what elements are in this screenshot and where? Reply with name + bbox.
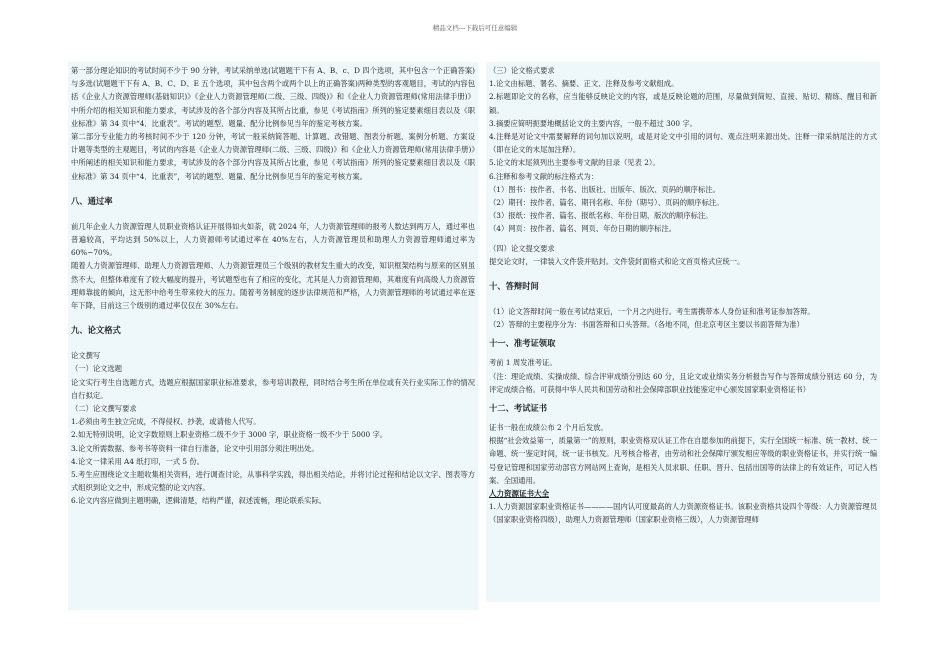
list-item: 5.考生应围绕论文主题收集相关资料，进行调查讨论，从事科学实践，得出相关结论，并将讨论过程和结论以文字、图表等方式组织到论文之中，形成完整的论文内容。: [71, 470, 475, 493]
paragraph: 第二部分专业能力的考核时间不少于 120 分钟，考试一般采纳简答题、计算题、改错题、图表分析题、案例分析题、方案设计题等类型的主观题目，考试的内容是《企业人力资源管理师(二级、三级、四级)》和《企业人力资源管理师(常用法律手册)》中所阐述的相关知识和能力要求，考试涉及的各个部分内容及其所占比重，参见《考试指南》所列的鉴定要素细目表以及《职业标准》第 34 页中“4．比重表”，考试的题型、题量、配分比例参见当年的鉴定考核方案。: [71, 132, 475, 181]
paragraph: 论文实行考生自选题方式，选题应根据国家职业标准要求，参考培训教程，同时结合考生所在单位或有关行业实际工作的情况自行拟定。: [71, 377, 475, 400]
paragraph: （2）答辩的主要程序分为：书面答辩和口头答辩。（各地不同，但北京考区主要以书面答辩为准）: [489, 320, 804, 330]
paragraph: 随着人力资源管理师、助理人力资源管理师、人力资源管理员三个级别的教材发生重大的改变，知识框架结构与原来的区别虽然不大，但整体难度有了较大幅度的提升，考试题型也有了相应的变化，尤其是人力资源管理师，其难度有向高级人力资源管理师靠拢的倾向，这无形中给考生带来较大的压力。随着考务制度的逐步法律规范和严格，人力资源管理师的考试通过率在逐年下降，目前这三个级别的通过率仅仅在 30%左右。: [71, 261, 475, 311]
list-item: 6.注释和参考文献的标注格式为：: [489, 171, 599, 181]
paragraph: 第一部分理论知识的考试时间不少于 90 分钟，考试采纳单选(试题题干下有 A、B、c、D 四个选项，其中包含一个正确答案)与多选(试题题干下有 A、B、C、D、E 五个选项，其中包含两个或两个以上的正确答案)两种类型的客观题目，考试的内容包括《企业人力资源管理师(基础知识)》《企业人力资源管理师(二级、三级、四级)》和《企业人力资源管理师(常用法律手册)》中所介绍的相关知识和能力要求，考试涉及的各个部分内容及其所占比重，参见《考试指南》所列的鉴定要素细目表以及《职业标准》第 34 页中“4．比重表”。考试的题型、题量、配分比例参见当年的鉴定考核方案。: [71, 66, 475, 128]
paragraph: （三）论文格式要求: [489, 66, 555, 75]
paragraph: （一）论文选题: [71, 364, 123, 374]
subheading: 人力资源证书大全: [489, 489, 549, 499]
list-item: （4）网页：按作者、篇名、网页、年份日期的顺序标注。: [489, 224, 677, 234]
paragraph: （二）论文撰写要求: [71, 404, 137, 414]
list-item: 5.论文的末尾须列出主要参考文献的目录（见表 2）。: [489, 158, 660, 168]
paragraph: 论文撰写: [71, 351, 101, 361]
section-heading: 十一、准考证领取: [489, 338, 556, 349]
list-item: 1.必须由考生独立完成，不得侵权、抄袭，或请他人代写。: [71, 417, 261, 427]
paragraph: （注：理论成绩、实操成绩、综合评审成绩分别达 60 分，且论文或业绩实务分析报告写作与答辩成绩分别达 60 分，为评定成绩合格。可获得中华人民共和国劳动和社会保障部职业技能鉴定中心颁发国家职业资格证书）: [489, 371, 877, 394]
paragraph: （四）论文提交要求: [489, 243, 555, 253]
paragraph: 1.人力资源国家职业资格证书————国内认可度最高的人力资源资格证书。该职业资格共设四个等级：人力资源管理员（国家职业资格四级），助理人力资源管理师（国家职业资格三级），人力资源管理师: [489, 502, 877, 525]
paragraph: 前几年企业人力资源管理人员职业资格认证开展得如火如荼，就 2024 年，人力资源管理师的报考人数达到两万人，通过率也普遍较高，平均达到 50%以上，人力资源师考试通过率在 40%左右，人力资源管理员和助理人力资源管理师通过率为 60%~70%。: [71, 221, 475, 258]
list-item: 3.摘要应简明扼要地概括论文的主要内容，一般不超过 300 字。: [489, 118, 697, 128]
paragraph: 根据“社会效益第一，质量第一”的原则，职业资格双认证工作在自愿参加的前提下，实行全国统一标准、统一教材、统一命题、统一鉴定时间，统一证书核发。凡考核合格者，由劳动和社会保障厅颁发相应等级的职业资格证书，并实行统一编号登记管理和国家劳动部官方网站网上查询，是相关人员求职、任职、晋升、包括出国等的法律上的有效证件，可记入档案、全国通用。: [489, 436, 877, 485]
list-item: （3）报纸：按作者、篇名、报纸名称、年份日期、版次的顺序标注。: [489, 211, 713, 221]
list-item: 6.论文内容应做到主题明确，逻辑清楚，结构严谨，叙述流畅，理论联系实际。: [71, 496, 327, 506]
list-item: 4.注释是对论文中需要解释的词句加以说明，或是对论文中引用的词句、观点注明来源出处。注释一律采纳尾注的方式（即在论文的末尾加注释）。: [489, 132, 877, 155]
section-heading: 十二、考试证书: [489, 403, 548, 414]
list-item: 4.论文一律采用 A4 纸打印，一式 5 份。: [71, 456, 204, 466]
right-column: [486, 62, 880, 602]
list-item: （2）期刊：按作者、篇名、期刊名称、年份（期号）、页码的顺序标注。: [489, 198, 724, 208]
section-heading: 九、论文格式: [71, 325, 121, 336]
left-column: [68, 62, 478, 610]
paragraph: 提交论文时，一律装入文件袋并贴封。文件袋封面格式和论文首页格式应统一。: [489, 256, 745, 266]
list-item: 1.论文由标题、署名、摘要、正文、注释及参考文献组成。: [489, 79, 679, 89]
paragraph: （1）论文答辩时间一般在考试结束后，一个月之内进行。考生需携带本人身份证和准考证参加答辩。: [489, 307, 815, 317]
section-heading: 十、答辩时间: [489, 281, 539, 292]
page-header: 精品文档---下载后可任意编辑: [432, 24, 518, 32]
paragraph: 证书一般在成绩公布 2 个月后发放。: [489, 423, 608, 433]
list-item: 2.标题即论文的名称，应当能够反映论文的内容，或是反映论题的范围，尽量做到简短、直接、贴切、精练、醒目和新颖。: [489, 92, 877, 115]
list-item: 3.论文所需数据、参考书等资料一律自行准备，论文中引用部分须注明出处。: [71, 443, 319, 453]
section-heading: 八、通过率: [71, 195, 113, 206]
paragraph: 考前 1 周发准考证。: [489, 358, 557, 368]
list-item: （1）图书：按作者、书名、出版社、出版年、版次、页码的顺序标注。: [489, 184, 720, 194]
list-item: 2.如无特别说明，论文字数原则上职业资格二级不少于 3000 字，职业资格一级不少于 5000 字。: [71, 430, 388, 440]
